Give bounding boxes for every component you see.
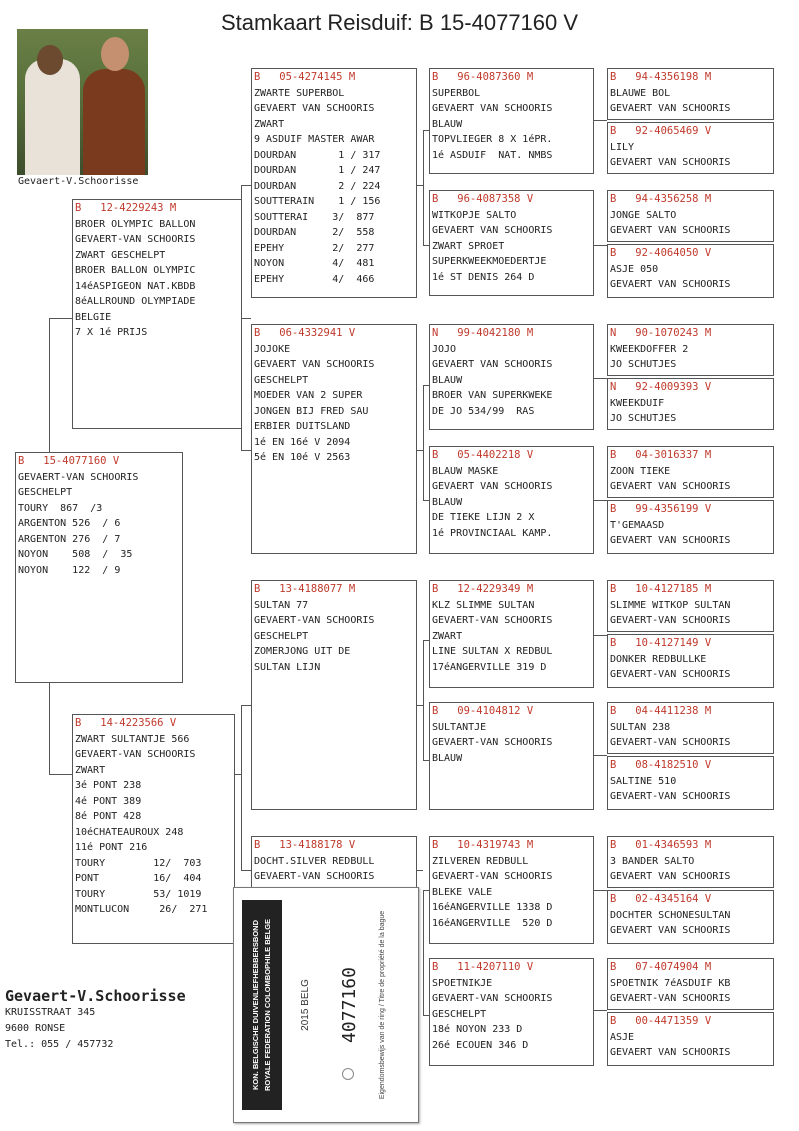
pigeon-card-gen4-8: B 11-4207110 V SPOETNIKJE GEVAERT-VAN SCHOORIS GESCHELPT 18é NOYON 233 D 26é ECOUEN 346 D (429, 958, 594, 1066)
ring-number: B 14-4223566 V (75, 717, 177, 729)
pigeon-card-gen5-15: B 07-4074904 M SPOETNIK 7éASDUIF KB GEVAERT-VAN SCHOORIS (607, 958, 774, 1010)
pigeon-card-gen3-3: B 13-4188077 M SULTAN 77 GEVAERT-VAN SCHOORIS GESCHELPT ZOMERJONG UIT DE SULTAN LIJN (251, 580, 417, 810)
pigeon-card-gen4-4: B 05-4402218 V BLAUW MASKE GEVAERT VAN SCHOORIS BLAUW DE TIEKE LIJN 2 X 1é PROVINCIAAL KAMP. (429, 446, 594, 554)
ring-number: B 04-4411238 M (610, 705, 712, 717)
pigeon-card-gen5-4: B 92-4064050 V ASJE 050 GEVAERT VAN SCHOORIS (607, 244, 774, 298)
ring-ownership-card (233, 887, 419, 1123)
ring-number: B 13-4188077 M (254, 583, 356, 595)
page-title: Stamkaart Reisduif: B 15-4077160 V (220, 10, 579, 35)
pigeon-card-gen4-6: B 09-4104812 V SULTANTJE GEVAERT-VAN SCHOORIS BLAUW (429, 702, 594, 810)
ring-number: B 96-4087358 V (432, 193, 534, 205)
pigeon-card-gen5-16: B 00-4471359 V ASJE GEVAERT VAN SCHOORIS (607, 1012, 774, 1066)
ring-number: N 90-1070243 M (610, 327, 712, 339)
owner-name: Gevaert-V.Schoorisse (5, 987, 186, 1005)
owner-block (5, 987, 186, 1053)
pigeon-card-gen4-3: N 99-4042180 M JOJO GEVAERT VAN SCHOORIS BLAUW BROER VAN SUPERKWEKE DE JO 534/99 RAS (429, 324, 594, 430)
ring-card-number: 4077160 (339, 967, 360, 1043)
pigeon-card-gen5-5: N 90-1070243 M KWEEKDOFFER 2 JO SCHUTJES (607, 324, 774, 376)
ring-number: B 06-4332941 V (254, 327, 356, 339)
pigeon-card-gen5-6: N 92-4009393 V KWEEKDUIF JO SCHUTJES (607, 378, 774, 430)
pigeon-card-gen5-8: B 99-4356199 V T'GEMAASD GEVAERT VAN SCHOORIS (607, 500, 774, 554)
owner-street: KRUISSTRAAT 345 (5, 1007, 96, 1018)
pigeon-card-gen5-12: B 08-4182510 V SALTINE 510 GEVAERT-VAN SCHOORIS (607, 756, 774, 810)
pigeon-card-gen4-5: B 12-4229349 M KLZ SLIMME SULTAN GEVAERT-VAN SCHOORIS ZWART LINE SULTAN X REDBUL 17éANGERVILLE 319 D (429, 580, 594, 688)
pigeon-card-dam: B 14-4223566 V ZWART SULTANTJE 566 GEVAERT-VAN SCHOORIS ZWART 3é PONT 238 4é PONT 389 8é PONT 428 10éCHATEAUROUX 248 11é PONT 216 TOURY 12/ 703 PONT 16/ 404 TOURY 53/ 1019 MONTLUCON 26/ 271 (72, 714, 235, 944)
ring-number: B 08-4182510 V (610, 759, 712, 771)
photo-caption: Gevaert-V.Schoorisse (18, 176, 139, 187)
pigeon-card-subject: B 15-4077160 V GEVAERT-VAN SCHOORIS GESCHELPT TOURY 867 /3 ARGENTON 526 / 6 ARGENTON 276 / 7 NOYON 508 / 35 NOYON 122 / 9 (15, 452, 183, 683)
pigeon-card-gen5-11: B 04-4411238 M SULTAN 238 GEVAERT-VAN SCHOORIS (607, 702, 774, 754)
pigeon-card-gen5-3: B 94-4356258 M JONGE SALTO GEVAERT VAN SCHOORIS (607, 190, 774, 242)
ring-number: N 99-4042180 M (432, 327, 534, 339)
pigeon-card-sire: B 12-4229243 M BROER OLYMPIC BALLON GEVAERT-VAN SCHOORIS ZWART GESCHELPT BROER BALLON OLYMPIC 14éASPIGEON NAT.KBDB 8éALLROUND OLYMPIADE BELGIE 7 X 1é PRIJS (72, 199, 242, 429)
ring-number: B 96-4087360 M (432, 71, 534, 83)
pigeon-card-gen5-10: B 10-4127149 V DONKER REDBULLKE GEVAERT-VAN SCHOORIS (607, 634, 774, 688)
pigeon-card-gen5-13: B 01-4346593 M 3 BANDER SALTO GEVAERT VAN SCHOORIS (607, 836, 774, 888)
ring-number: B 92-4065469 V (610, 125, 712, 137)
ring-number: B 11-4207110 V (432, 961, 534, 973)
owner-phone: Tel.: 055 / 457732 (5, 1039, 114, 1050)
pigeon-card-gen4-7: B 10-4319743 M ZILVEREN REDBULL GEVAERT-VAN SCHOORIS BLEKE VALE 16éANGERVILLE 1338 D 16éANGERVILLE 520 D (429, 836, 594, 944)
ring-number: B 04-3016337 M (610, 449, 712, 461)
pigeon-card-gen4-1: B 96-4087360 M SUPERBOL GEVAERT VAN SCHOORIS BLAUW TOPVLIEGER 8 X 1éPR. 1é ASDUIF NAT. NMBS (429, 68, 594, 174)
ring-number: B 99-4356199 V (610, 503, 712, 515)
pigeon-card-gen5-14: B 02-4345164 V DOCHTER SCHONESULTAN GEVAERT VAN SCHOORIS (607, 890, 774, 944)
ring-number: B 10-4127185 M (610, 583, 712, 595)
pigeon-card-gen3-1: B 05-4274145 M ZWARTE SUPERBOL GEVAERT VAN SCHOORIS ZWART 9 ASDUIF MASTER AWAR DOURDAN 1 / 317 DOURDAN 1 / 247 DOURDAN 2 / 224 SOUTTERAIN 1 / 156 SOUTTERAI 3/ 877 DOURDAN 2/ 558 EPEHY 2/ 277 NOYON 4/ 481 EPEHY 4/ 466 (251, 68, 417, 298)
ring-number: B 01-4346593 M (610, 839, 712, 851)
ring-number: B 00-4471359 V (610, 1015, 712, 1027)
ring-ownership-notice: Eigendomsbewijs van de ring / Titre de propriété de la bague (379, 910, 386, 1100)
ring-number: B 12-4229243 M (75, 202, 177, 214)
ring-number: B 05-4274145 M (254, 71, 356, 83)
ring-number: B 09-4104812 V (432, 705, 534, 717)
punch-hole (342, 1068, 354, 1080)
ring-year-country: 2015 BELG (300, 979, 311, 1031)
ring-number: B 07-4074904 M (610, 961, 712, 973)
pigeon-card-gen3-4: B 13-4188178 V DOCHT.SILVER REDBULL GEVAERT-VAN SCHOORIS (251, 836, 417, 888)
ring-number: B 10-4127149 V (610, 637, 712, 649)
pigeon-card-gen5-1: B 94-4356198 M BLAUWE BOL GEVAERT VAN SCHOORIS (607, 68, 774, 120)
ring-number: B 02-4345164 V (610, 893, 712, 905)
ring-number: B 94-4356258 M (610, 193, 712, 205)
ring-number: B 13-4188178 V (254, 839, 356, 851)
pigeon-card-gen3-2: B 06-4332941 V JOJOKE GEVAERT VAN SCHOORIS GESCHELPT MOEDER VAN 2 SUPER JONGEN BIJ FRED SAU ERBIER DUITSLAND 1é EN 16é V 2094 5é EN 10é V 2563 (251, 324, 417, 554)
ring-number: B 05-4402218 V (432, 449, 534, 461)
pigeon-card-gen5-9: B 10-4127185 M SLIMME WITKOP SULTAN GEVAERT-VAN SCHOORIS (607, 580, 774, 632)
ring-number: B 92-4064050 V (610, 247, 712, 259)
owner-photo (17, 29, 148, 175)
owner-city: 9600 RONSE (5, 1023, 66, 1034)
ring-number: B 94-4356198 M (610, 71, 712, 83)
ring-number: B 10-4319743 M (432, 839, 534, 851)
ring-number: B 15-4077160 V (18, 455, 120, 467)
federation-name: KON. BELGISCHE DUIVENLIEFHEBBERSBOND ROYALE FEDERATION COLOMBOPHILE BELGE (251, 918, 272, 1092)
pigeon-card-gen5-2: B 92-4065469 V LILY GEVAERT VAN SCHOORIS (607, 122, 774, 174)
ring-number: N 92-4009393 V (610, 381, 712, 393)
pigeon-card-gen5-7: B 04-3016337 M ZOON TIEKE GEVAERT VAN SCHOORIS (607, 446, 774, 498)
pigeon-card-gen4-2: B 96-4087358 V WITKOPJE SALTO GEVAERT VAN SCHOORIS ZWART SPROET SUPERKWEEKMOEDERTJE 1é ST DENIS 264 D (429, 190, 594, 296)
ring-number: B 12-4229349 M (432, 583, 534, 595)
